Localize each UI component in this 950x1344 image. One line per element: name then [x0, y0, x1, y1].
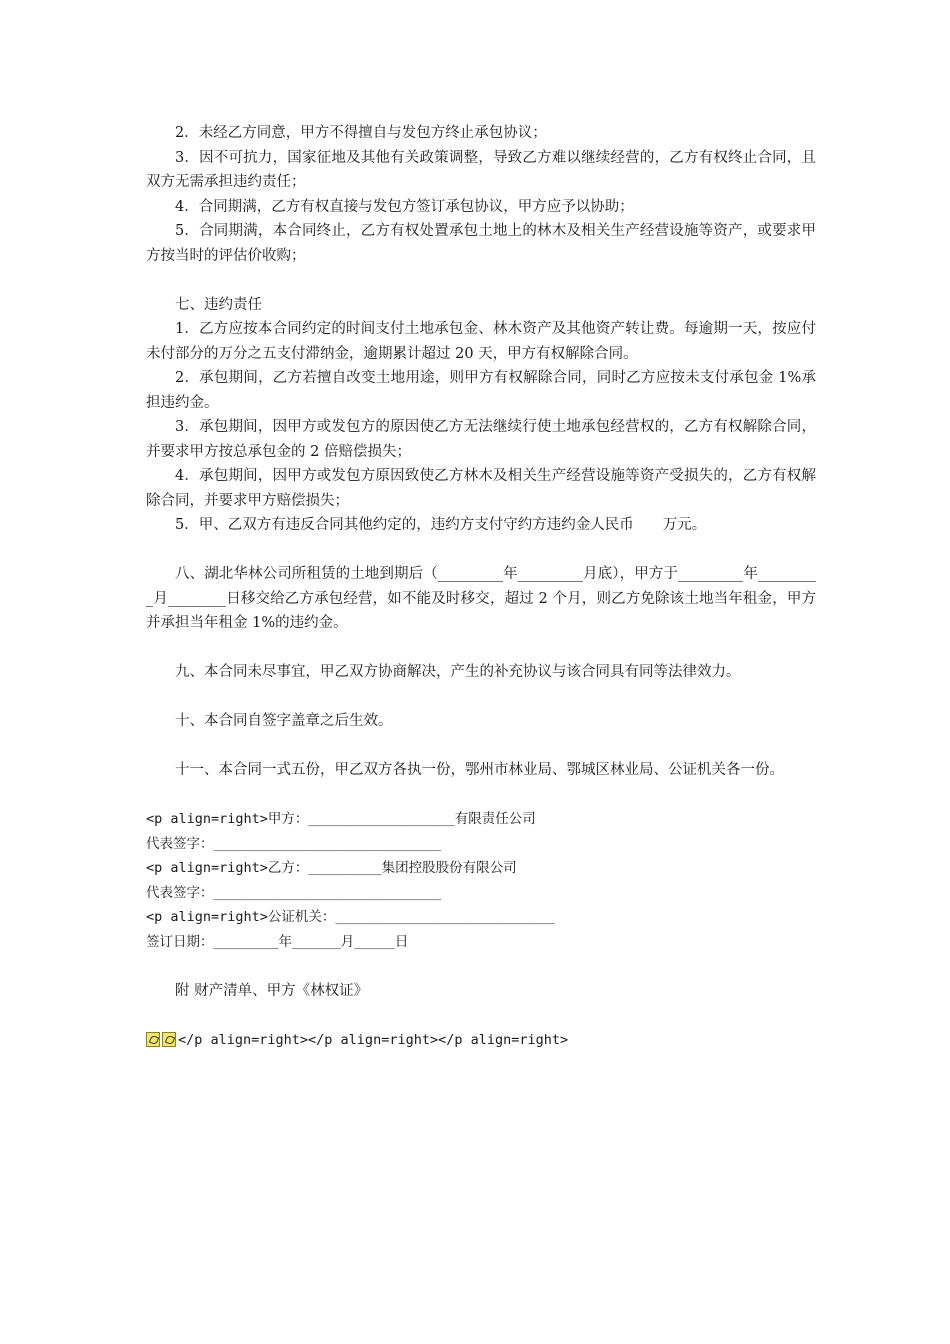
clause-6-4: 4．合同期满，乙方有权直接与发包方签订承包协议，甲方应予以协助；	[175, 198, 634, 215]
signature-party-a: <p align=right>甲方：__________________有限责任公司	[146, 811, 536, 827]
clause-6-3: 3．因不可抗力，国家征地及其他有关政策调整，导致乙方难以继续经营的，乙方有权终止合同，且双方无需承担违约责任；	[146, 149, 816, 190]
clause-7-4: 4．承包期间，因甲方或发包方原因致使乙方林木及相关生产经营设施等资产受损失的，乙方有权解除合同，并要求甲方赔偿损失；	[146, 468, 816, 509]
section-11: 十一、本合同一式五份，甲乙双方各执一份，鄂州市林业局、鄂城区林业局、公证机关各一份。	[175, 762, 784, 778]
footer-line	[146, 1028, 816, 1056]
clause-6-2: 2．未经乙方同意，甲方不得擅自与发包方终止承包协议；	[175, 125, 547, 141]
clause-7-2: 2．承包期间，乙方若擅自改变土地用途，则甲方有权解除合同，同时乙方应按未支付承包金 1%承担违约金。	[146, 370, 816, 411]
document-page	[146, 121, 816, 1055]
signature-party-b: <p align=right>乙方：_________集团控股股份有限公司	[146, 860, 517, 876]
broken-image-icon	[162, 1032, 176, 1047]
clause-7-5: 5．甲、乙双方有违反合同其他约定的，违约方支付守约方违约金人民币 万元。	[175, 517, 707, 533]
section-7-heading: 七、违约责任	[175, 296, 262, 313]
icon-group	[146, 1031, 178, 1056]
signature-party-b-rep: 代表签字：____________________________	[146, 884, 442, 901]
section-9: 九、本合同未尽事宜，甲乙双方协商解决，产生的补充协议与该合同具有同等法律效力。	[175, 664, 741, 680]
broken-image-icon	[146, 1032, 160, 1047]
clause-6-5: 5．合同期满，本合同终止，乙方有权处置承包土地上的林木及相关生产经营设施等资产，或要求甲方按当时的评估价收购；	[146, 223, 816, 264]
attachment-note: 附 财产清单、甲方《林权证》	[175, 982, 369, 999]
footer-tags: </p align=right></p align=right></p align=right>	[178, 1031, 569, 1048]
clause-7-3: 3．承包期间，因甲方或发包方的原因使乙方无法继续行使土地承包经营权的，乙方有权解除合同，并要求甲方按总承包金的 2 倍赔偿损失；	[146, 419, 816, 460]
signature-party-a-rep: 代表签字：____________________________	[146, 835, 442, 852]
section-8: 八、湖北华林公司所租赁的土地到期后（_________年_________月底），甲方于_________年_________月________日移交给乙方承包经营，如不能及时移交，超过 2 个月，则乙方免除该土地当年租金，甲方并承担当年租金 1%的违约金。	[146, 566, 816, 631]
signature-notary: <p align=right>公证机关：___________________________	[146, 909, 555, 925]
clause-7-1: 1．乙方应按本合同约定的时间支付土地承包金、林木资产及其他资产转让费。每逾期一天，按应付未付部分的万分之五支付滞纳金，逾期累计超过 20 天，甲方有权解除合同。	[146, 321, 816, 362]
section-10: 十、本合同自签字盖章之后生效。	[175, 713, 393, 729]
signing-date: 签订日期：________年______月_____日	[146, 933, 409, 950]
